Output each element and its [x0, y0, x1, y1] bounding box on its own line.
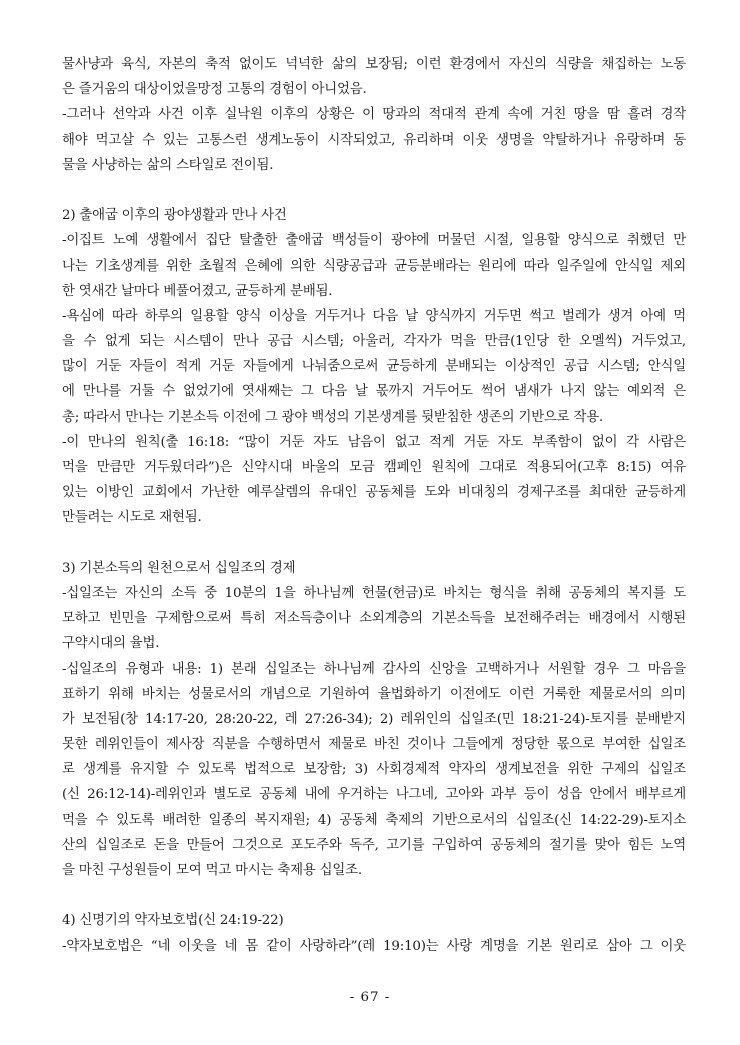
- text-line: 만들려는 시도로 재현됨.: [62, 510, 202, 526]
- paragraph: [62, 908, 686, 933]
- text-line: 에 만나를 거둘 수 없었기에 엿새째는 그 다음 날 몫까지 거두어도 썩어 냄새가 나지 않는 예외적 은: [62, 384, 686, 400]
- paragraph: [62, 203, 686, 228]
- text-line: 4) 신명기의 약자보호법(신 24:19-22): [62, 913, 284, 929]
- paragraph: [62, 228, 686, 304]
- text-line: 은 즐거움의 대상이었을망정 고통의 경험이 아니었음.: [62, 82, 367, 98]
- text-line: 물을 사냥하는 삶의 스타일로 전이됨.: [62, 157, 274, 173]
- text-line: 로 생계를 유지할 수 있도록 법적으로 보장함; 3) 사회경제적 약자의 생계보전을 위한 구제의 십일조: [62, 762, 686, 778]
- text-line: (신 26:12-14)-레위인과 별도로 공동체 내에 우거하는 나그네, 고아와 과부 등이 성읍 안에서 배부르게: [62, 787, 686, 803]
- text-line: 못한 레위인들이 제사장 직분을 수행하면서 제물로 바친 것이나 그들에게 정당한 몫으로 부여한 십일조: [62, 737, 686, 753]
- text-line: -약자보호법은 “네 이웃을 네 몸 같이 사랑하라”(레 19:10)는 사랑 계명을 기본 원리로 삼아 그 이웃: [62, 938, 686, 954]
- text-line: -이 만나의 원칙(출 16:18: “많이 거둔 자도 남음이 없고 적게 거둔 자도 부족함이 없이 각 사람은: [62, 434, 686, 450]
- text-line: -욕심에 따라 하루의 일용할 양식 이상을 거두거나 다음 날 양식까지 거두면 썩고 벌레가 생겨 아예 먹: [62, 308, 686, 324]
- page-number: - 67 -: [349, 990, 391, 1005]
- paragraph: [62, 556, 686, 581]
- paragraph-gap: [62, 531, 686, 556]
- text-line: 을 수 없게 되는 시스템이 만나 공급 시스템; 아울러, 각자가 먹을 만큼(1인당 한 오멜씩) 거두었고,: [62, 334, 686, 350]
- text-line: 해야 먹고살 수 있는 고통스런 생계노동이 시작되었고, 유리하며 이웃 생명을 약탈하거나 유랑하며 동: [62, 132, 686, 148]
- paragraph: [62, 934, 686, 959]
- text-line: 많이 거둔 자들이 적게 거둔 자들에게 나눠줌으로써 균등하게 분배되는 이상적인 공급 시스템; 안식일: [62, 359, 686, 375]
- text-line: 모하고 빈민을 구제함으로써 특히 저소득층이나 소외계층의 기본소득을 보전해주려는 배경에서 시행된: [62, 611, 686, 627]
- paragraph: [62, 102, 686, 178]
- text-line: -십일조의 유형과 내용: 1) 본래 십일조는 하나님께 감사의 신앙을 고백하거나 서원할 경우 그 마음을: [62, 661, 686, 677]
- paragraph: [62, 657, 686, 884]
- paragraph: [62, 430, 686, 531]
- text-line: 물사냥과 육식, 자본의 축적 없이도 넉넉한 삶의 보장됨; 이런 환경에서 자신의 식량을 채집하는 노동: [62, 57, 686, 72]
- paragraph-gap: [62, 883, 686, 908]
- text-line: -이집트 노예 생활에서 집단 탈출한 출애굽 백성들이 광야에 머물던 시절, 일용할 양식으로 취했던 만: [62, 233, 686, 249]
- text-line: 3) 기본소득의 원천으로서 십일조의 경제: [62, 560, 296, 576]
- text-line: 을 마친 구성원들이 모여 먹고 마시는 축제용 십일조.: [62, 863, 362, 878]
- text-line: 가 보전됨(창 14:17-20, 28:20-22, 레 27:26-34); 2) 레위인의 십일조(민 18:21-24)-토지를 분배받지: [62, 711, 686, 727]
- paragraph-gap: [62, 178, 686, 203]
- paragraph: [62, 581, 686, 657]
- text-line: 총; 따라서 만나는 기본소득 이전에 그 광야 백성의 기본생계를 뒷받침한 생존의 기반으로 작용.: [62, 409, 603, 425]
- text-line: -십일조는 자신의 소득 중 10분의 1을 하나님께 헌물(헌금)로 바치는 형식을 취해 공동체의 복지를 도: [62, 585, 686, 601]
- text-line: 2) 출애굽 이후의 광야생활과 만나 사건: [62, 208, 287, 224]
- document-body: [62, 52, 686, 959]
- text-line: 구약시대의 율법.: [62, 636, 160, 652]
- text-line: 있는 이방인 교회에서 가난한 예루살렘의 유대인 공동체를 도와 비대칭의 경제구조를 최대한 균등하게: [62, 485, 686, 501]
- text-line: 표하기 위해 바치는 성물로서의 개념으로 기원하여 율법화하기 이전에도 이런 거룩한 제물로서의 의미: [62, 686, 686, 702]
- text-line: 산의 십일조로 돈을 만들어 그것으로 포도주와 독주, 고기를 구입하여 공동체의 절기를 맞아 힘든 노역: [62, 837, 686, 853]
- paragraph: [62, 304, 686, 430]
- text-line: 나는 기초생계를 위한 초월적 은혜에 의한 식량공급과 균등분배라는 원리에 따라 일주일에 안식일 제외: [62, 258, 686, 274]
- text-line: 한 엿새간 날마다 베풀어졌고, 균등하게 분배됨.: [62, 283, 333, 299]
- text-line: 먹을 만큼만 거두웠더라”)은 신약시대 바울의 모금 캠페인 원칙에 그대로 적용되어(고후 8:15) 여유: [62, 460, 686, 475]
- text-line: -그러나 선악과 사건 이후 실낙원 이후의 상황은 이 땅과의 적대적 관계 속에 거친 땅을 땀 흘려 경작: [62, 107, 686, 123]
- paragraph: [62, 52, 686, 102]
- text-line: 먹을 수 있도록 배려한 일종의 복지재원; 4) 공동체 축제의 기반으로서의 십일조(신 14:22-29)-토지소: [62, 812, 686, 828]
